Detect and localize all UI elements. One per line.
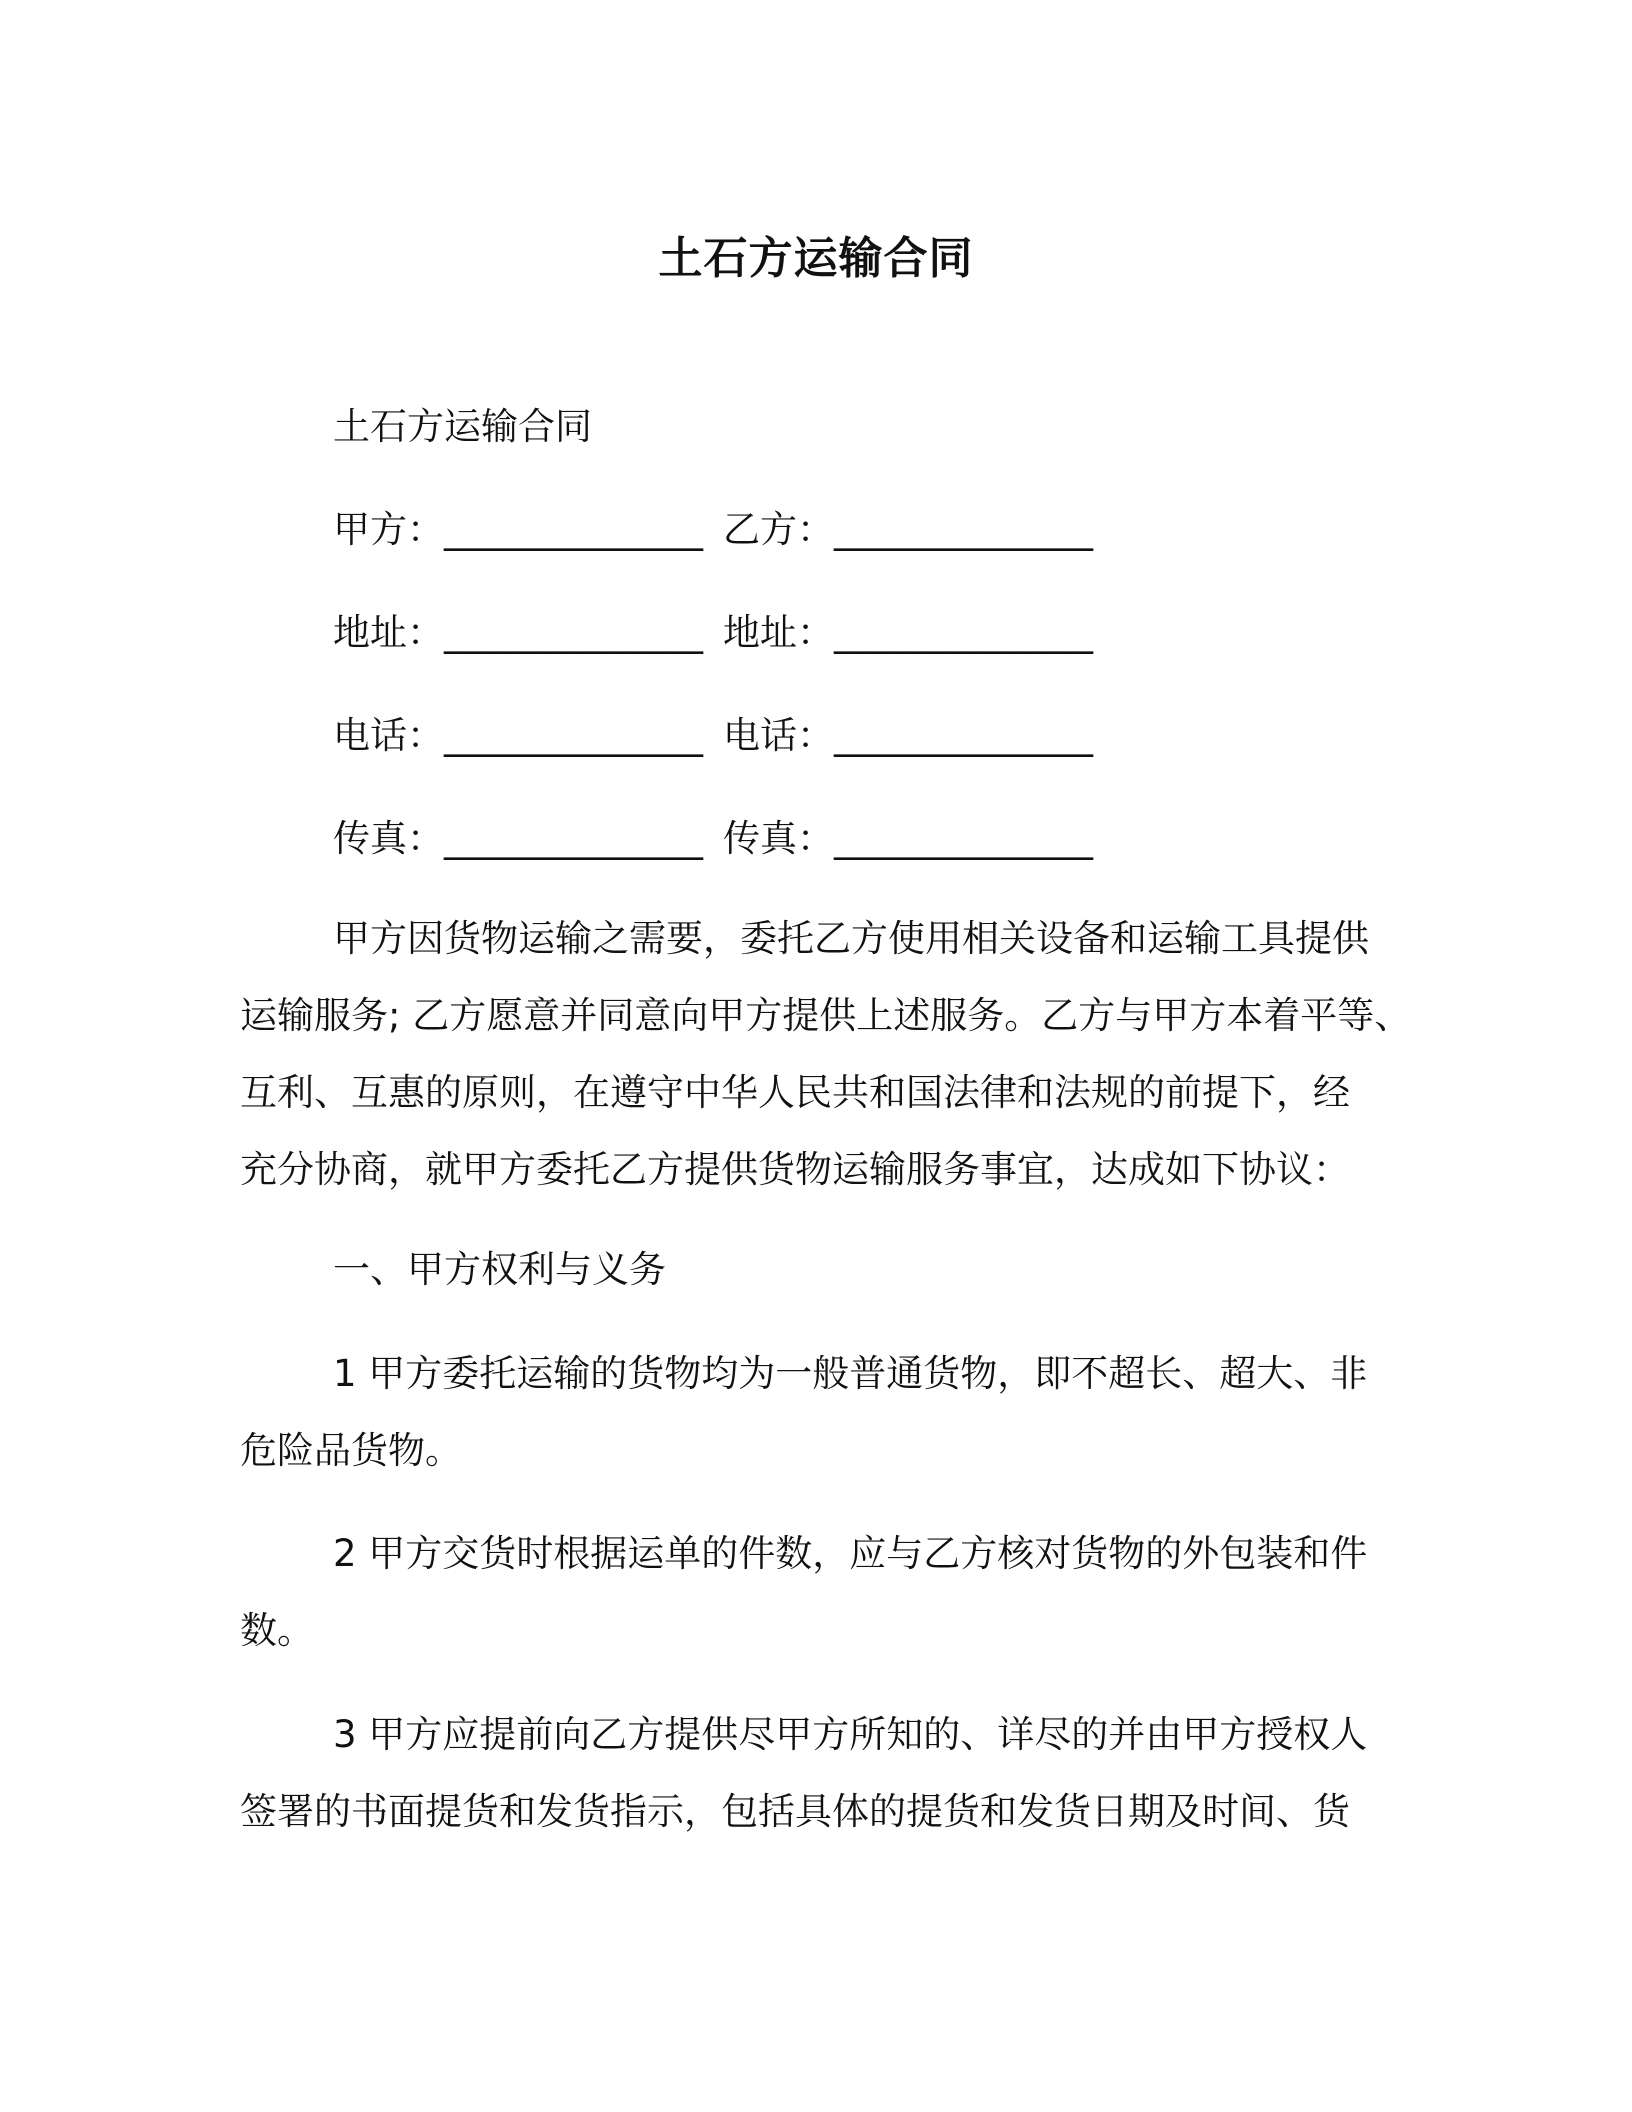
document-title: 土石方运输合同	[658, 233, 974, 284]
clause-3	[240, 1696, 1380, 1850]
section-1-heading: 一、甲方权利与义务	[333, 1248, 666, 1291]
party-row-phone	[333, 706, 1093, 766]
intro-line: 互利、互惠的原则，在遵守中华人民共和国法律和法规的前提下，经	[240, 1071, 1350, 1114]
party-a-fax-field: 传真：______________	[333, 817, 703, 860]
clause-line: 3 甲方应提前向乙方提供尽甲方所知的、详尽的并由甲方授权人	[333, 1713, 1368, 1756]
intro-paragraph	[240, 900, 1412, 1208]
intro-line: 运输服务; 乙方愿意并同意向甲方提供上述服务。乙方与甲方本着平等、	[240, 994, 1412, 1037]
party-b-address-field: 地址：______________	[723, 611, 1093, 654]
party-a-phone-field: 电话：______________	[333, 714, 703, 757]
party-row-fax	[333, 809, 1093, 869]
document-subtitle: 土石方运输合同	[333, 405, 592, 448]
intro-line: 充分协商，就甲方委托乙方提供货物运输服务事宜，达成如下协议：	[240, 1148, 1350, 1191]
party-row-name	[333, 500, 1093, 560]
clause-line: 数。	[240, 1609, 314, 1652]
party-row-address	[333, 603, 1093, 663]
party-b-name-field: 乙方：______________	[723, 508, 1093, 551]
party-b-phone-field: 电话：______________	[723, 714, 1093, 757]
clause-line: 签署的书面提货和发货指示，包括具体的提货和发货日期及时间、货	[240, 1790, 1350, 1833]
party-b-fax-field: 传真：______________	[723, 817, 1093, 860]
clause-line: 2 甲方交货时根据运单的件数，应与乙方核对货物的外包装和件	[333, 1532, 1368, 1575]
clause-1	[240, 1335, 1380, 1489]
intro-line: 甲方因货物运输之需要，委托乙方使用相关设备和运输工具提供	[333, 917, 1369, 960]
party-a-name-field: 甲方：______________	[333, 508, 703, 551]
clause-line: 1 甲方委托运输的货物均为一般普通货物，即不超长、超大、非	[333, 1352, 1368, 1395]
clause-2	[240, 1515, 1380, 1669]
clause-line: 危险品货物。	[240, 1429, 462, 1472]
party-a-address-field: 地址：______________	[333, 611, 703, 654]
